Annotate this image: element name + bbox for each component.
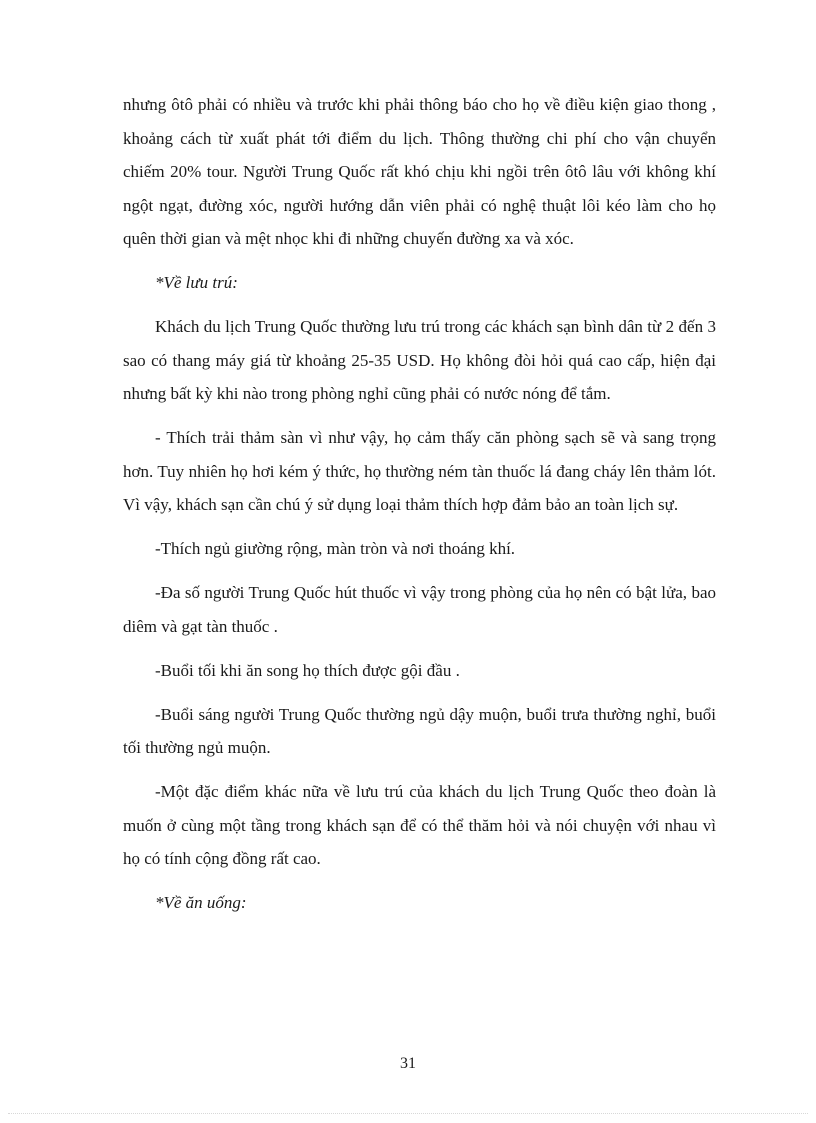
section-heading-dining: *Về ăn uống:	[155, 893, 247, 912]
page-bottom-divider	[8, 1113, 808, 1114]
paragraph-carpet-preference: - Thích trải thảm sàn vì như vậy, họ cảm thấy căn phòng sạch sẽ và sang trọng hơn. Tuy nhiên họ hơi kém ý thức, họ thường ném tàn thuốc lá đang cháy lên thảm lót. Vì vậy, khách sạn cần chú ý sử dụng loại thảm thích hợp đảm bảo an toàn lịch sự.	[123, 428, 716, 514]
paragraph-bed-preference: -Thích ngủ giường rộng, màn tròn và nơi thoáng khí.	[155, 539, 516, 558]
document-body	[123, 88, 716, 930]
page-number: 31	[400, 1055, 416, 1072]
paragraph-sleep-schedule: -Buổi sáng người Trung Quốc thường ngủ dậy muộn, buổi trưa thường nghỉ, buổi tối thường ngủ muộn.	[123, 704, 716, 757]
section-heading-accommodation: *Về lưu trú:	[155, 273, 238, 292]
paragraph-smoking-amenities: -Đa số người Trung Quốc hút thuốc vì vậy trong phòng của họ nên có bật lửa, bao diêm và gạt tàn thuốc .	[123, 583, 716, 636]
paragraph-evening-habit: -Buổi tối khi ăn song họ thích được gội đầu .	[155, 660, 460, 680]
paragraph-hotel-standard: Khách du lịch Trung Quốc thường lưu trú trong các khách sạn bình dân từ 2 đến 3 sao có thang máy giá từ khoảng 25-35 USD. Họ không đòi hỏi quá cao cấp, hiện đại nhưng bất kỳ khi nào trong phòng nghỉ cũng phải có nước nóng để tắm.	[123, 317, 716, 403]
paragraph-transport-continuation: nhưng ôtô phải có nhiều và trước khi phải thông báo cho họ về điều kiện giao thong , khoảng cách từ xuất phát tới điểm du lịch. Thông thường chi phí cho vận chuyển chiếm 20% tour. Người Trung Quốc rất khó chịu khi ngồi trên ôtô lâu với không khí ngột ngạt, đường xóc, người hướng dẫn viên phải có nghệ thuật lôi kéo làm cho họ quên thời gian và mệt nhọc khi đi những chuyến đường xa và xóc.	[123, 95, 716, 248]
paragraph-same-floor: -Một đặc điểm khác nữa về lưu trú của khách du lịch Trung Quốc theo đoàn là muốn ở cùng một tầng trong khách sạn để có thể thăm hỏi và nói chuyện với nhau vì họ có tính cộng đồng rất cao.	[123, 782, 716, 868]
